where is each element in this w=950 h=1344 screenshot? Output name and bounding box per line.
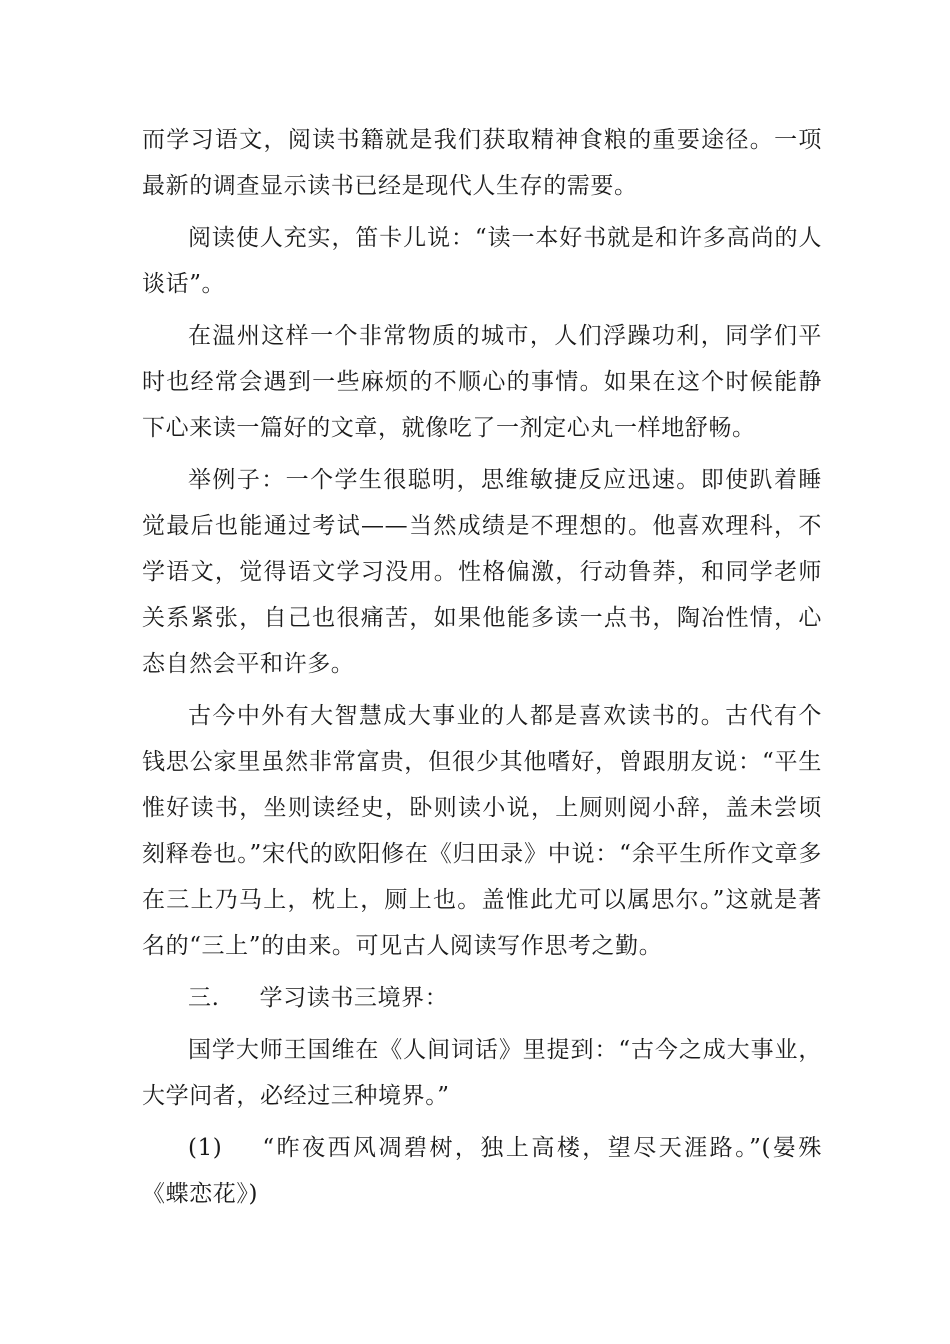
list-item-text: “昨夜西风凋碧树，独上高楼，望尽天涯路。”(晏殊《蝶恋花》): [142, 1135, 822, 1207]
paragraph-wang-guowei: 国学大师王国维在《人间词话》里提到：“古今之成大事业，大学问者，必经过三种境界。”: [142, 1037, 822, 1109]
section-title: 学习读书三境界：: [259, 985, 449, 1011]
section-heading: [142, 975, 822, 1021]
list-item-1: [142, 1125, 822, 1217]
document-body: [142, 117, 822, 1223]
paragraph-descartes: 阅读使人充实，笛卡儿说：“读一本好书就是和许多高尚的人谈话”。: [142, 225, 822, 297]
paragraph-continuation: 而学习语文，阅读书籍就是我们获取精神食粮的重要途径。一项最新的调查显示读书已经是现代人生存的需要。: [142, 127, 822, 199]
paragraph-ancients: 古今中外有大智慧成大事业的人都是喜欢读书的。古代有个钱思公家里虽然非常富贵，但很少其他嗜好，曾跟朋友说：“平生惟好读书，坐则读经史，卧则读小说，上厕则阅小辞，盖未尝顷刻释卷也。”宋代的欧阳修在《归田录》中说：“余平生所作文章多在三上乃马上，枕上，厕上也。盖惟此尤可以属思尔。”这就是著名的“三上”的由来。可见古人阅读写作思考之勤。: [142, 703, 822, 959]
paragraph-example: 举例子：一个学生很聪明，思维敏捷反应迅速。即使趴着睡觉最后也能通过考试——当然成绩是不理想的。他喜欢理科，不学语文，觉得语文学习没用。性格偏激，行动鲁莽，和同学老师关系紧张，自己也很痛苦，如果他能多读一点书，陶冶性情，心态自然会平和许多。: [142, 467, 822, 677]
list-item-number: (1): [188, 1135, 223, 1161]
paragraph-wenzhou: 在温州这样一个非常物质的城市，人们浮躁功利，同学们平时也经常会遇到一些麻烦的不顺心的事情。如果在这个时候能静下心来读一篇好的文章，就像吃了一剂定心丸一样地舒畅。: [142, 323, 822, 441]
section-number: 三.: [188, 985, 220, 1011]
